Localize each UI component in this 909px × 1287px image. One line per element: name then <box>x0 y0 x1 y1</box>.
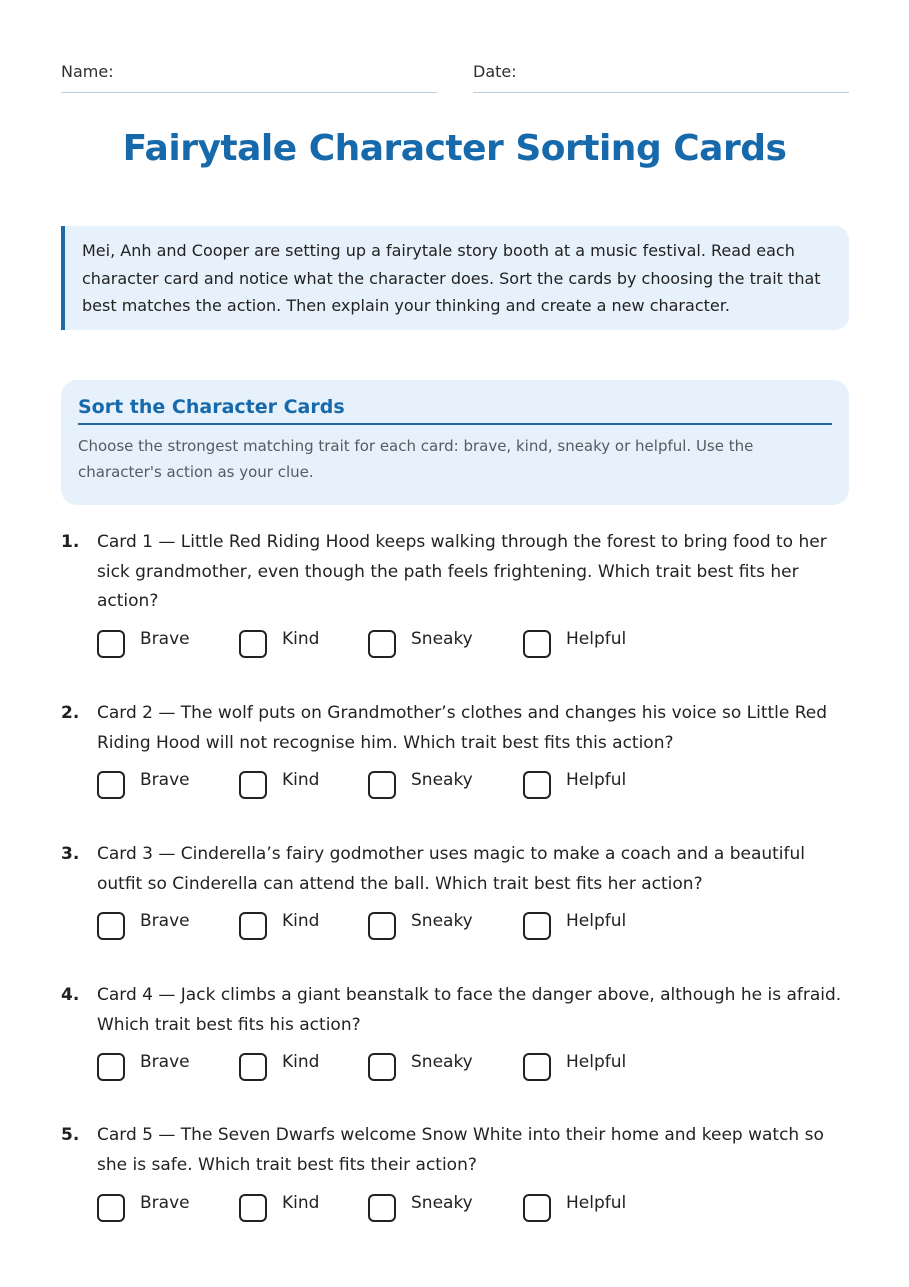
option-label: Brave <box>140 1193 190 1213</box>
checkbox[interactable] <box>239 1194 267 1222</box>
option-label: Helpful <box>566 770 627 790</box>
option-label: Kind <box>282 629 320 649</box>
date-field[interactable] <box>473 62 849 93</box>
checkbox[interactable] <box>97 1194 125 1222</box>
checkbox[interactable] <box>97 771 125 799</box>
option-label: Helpful <box>566 1193 627 1213</box>
question-text: Card 2 — The wolf puts on Grandmother’s clothes and changes his voice so Little Red Riding Hood will not recognise him. Which trait best fits this action? <box>97 703 828 753</box>
option-label: Kind <box>282 770 320 790</box>
option-label: Brave <box>140 770 190 790</box>
option-label: Kind <box>282 1052 320 1072</box>
checkbox[interactable] <box>368 771 396 799</box>
checkbox[interactable] <box>523 630 551 658</box>
checkbox[interactable] <box>97 630 125 658</box>
question-number: 3. <box>61 844 80 864</box>
question-number: 2. <box>61 703 80 723</box>
option-label: Sneaky <box>411 770 473 790</box>
date-label: Date: <box>473 62 517 81</box>
question-number: 1. <box>61 532 80 552</box>
answer-options <box>97 628 797 662</box>
checkbox[interactable] <box>523 771 551 799</box>
page-title: Fairytale Character Sorting Cards <box>122 128 787 169</box>
checkbox[interactable] <box>97 1053 125 1081</box>
section-box <box>61 380 849 505</box>
checkbox[interactable] <box>523 1053 551 1081</box>
header-fields <box>61 62 849 92</box>
question-number: 4. <box>61 985 80 1005</box>
option-label: Sneaky <box>411 911 473 931</box>
question-number: 5. <box>61 1125 80 1145</box>
option-label: Helpful <box>566 629 627 649</box>
option-label: Helpful <box>566 911 627 931</box>
checkbox[interactable] <box>239 630 267 658</box>
checkbox[interactable] <box>523 912 551 940</box>
option-label: Kind <box>282 1193 320 1213</box>
option-label: Helpful <box>566 1052 627 1072</box>
option-label: Brave <box>140 629 190 649</box>
question-text: Card 5 — The Seven Dwarfs welcome Snow White into their home and keep watch so she is safe. Which trait best fits their action? <box>97 1125 824 1175</box>
checkbox[interactable] <box>239 1053 267 1081</box>
question-text: Card 4 — Jack climbs a giant beanstalk to face the danger above, although he is afraid. Which trait best fits his action? <box>97 985 842 1035</box>
answer-options <box>97 769 797 803</box>
option-label: Kind <box>282 911 320 931</box>
checkbox[interactable] <box>239 912 267 940</box>
checkbox[interactable] <box>368 1194 396 1222</box>
answer-options <box>97 1051 797 1085</box>
checkbox[interactable] <box>523 1194 551 1222</box>
checkbox[interactable] <box>239 771 267 799</box>
intro-box: Mei, Anh and Cooper are setting up a fairytale story booth at a music festival. Read each character card and notice what the character does. Sort the cards by choosing the trait that best matches the action. Then explain your thinking and create a new character. <box>61 226 849 330</box>
section-description: Choose the strongest matching trait for each card: brave, kind, sneaky or helpful. Use the character's action as your clue. <box>78 437 754 481</box>
name-field[interactable] <box>61 62 437 93</box>
option-label: Sneaky <box>411 629 473 649</box>
option-label: Brave <box>140 911 190 931</box>
checkbox[interactable] <box>368 912 396 940</box>
answer-options <box>97 910 797 944</box>
option-label: Brave <box>140 1052 190 1072</box>
answer-options <box>97 1192 797 1226</box>
option-label: Sneaky <box>411 1193 473 1213</box>
question-text: Card 3 — Cinderella’s fairy godmother uses magic to make a coach and a beautiful outfit so Cinderella can attend the ball. Which trait best fits her action? <box>97 844 806 894</box>
checkbox[interactable] <box>368 630 396 658</box>
checkbox[interactable] <box>97 912 125 940</box>
checkbox[interactable] <box>368 1053 396 1081</box>
name-label: Name: <box>61 62 114 81</box>
section-title: Sort the Character Cards <box>78 396 832 425</box>
question-text: Card 1 — Little Red Riding Hood keeps walking through the forest to bring food to her sick grandmother, even though the path feels frightening. Which trait best fits her action? <box>97 532 827 611</box>
option-label: Sneaky <box>411 1052 473 1072</box>
